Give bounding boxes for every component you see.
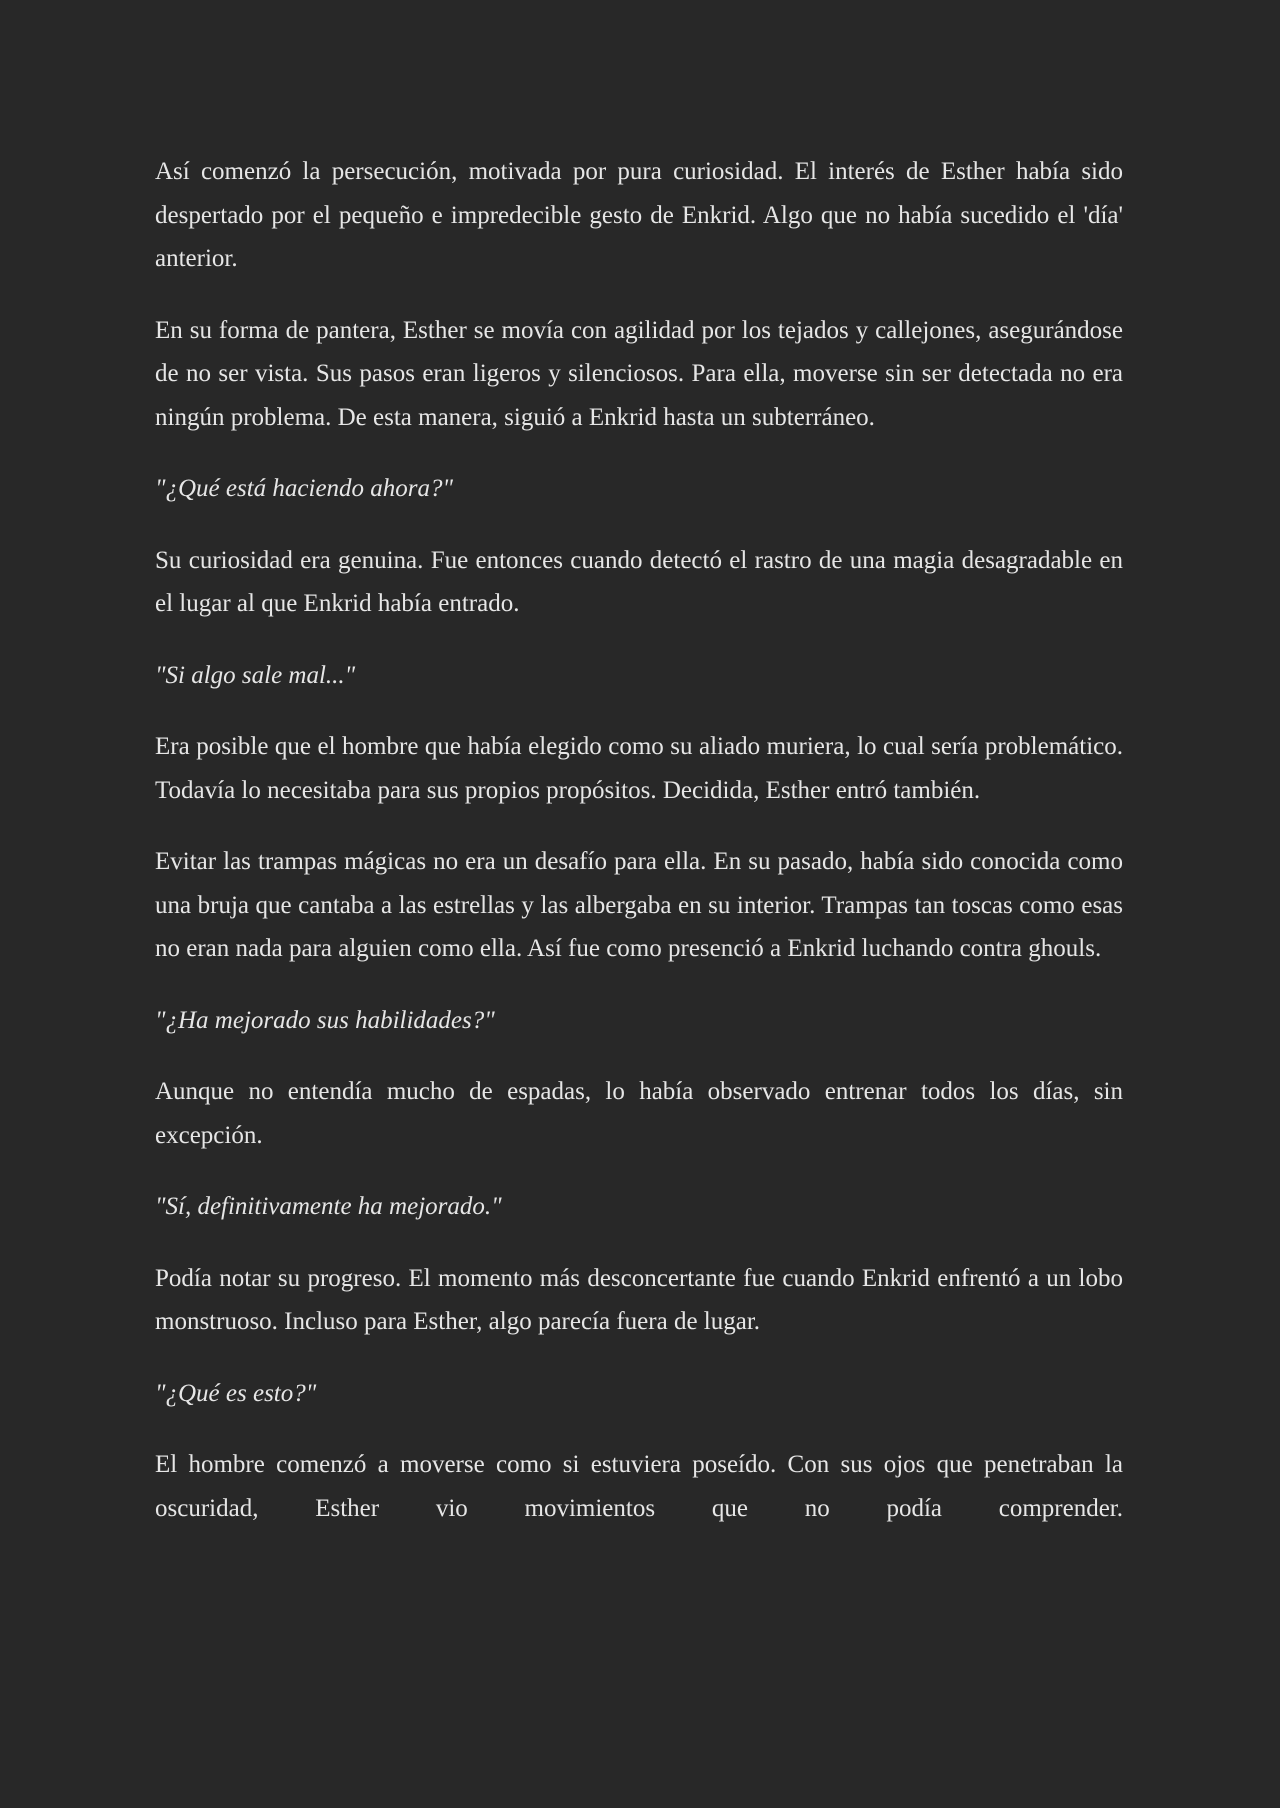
inner-thought: "¿Qué es esto?" [155, 1379, 317, 1407]
inner-thought: "¿Qué está haciendo ahora?" [155, 475, 454, 502]
inner-thought: "Si algo sale mal..." [155, 661, 356, 689]
paragraph: El hombre comenzó a moverse como si estuviera poseído. Con sus ojos que penetraban la oscuridad, Esther vio movimientos que no podía comprender. [155, 1451, 1123, 1522]
paragraph: Era posible que el hombre que había elegido como su aliado muriera, lo cual sería problemático. Todavía lo necesitaba para sus propios propósitos. Decidida, Esther entró también. [155, 733, 1123, 804]
inner-thought: "Sí, definitivamente ha mejorado." [155, 1193, 502, 1220]
inner-thought: "¿Ha mejorado sus habilidades?" [155, 1006, 495, 1034]
paragraph: Evitar las trampas mágicas no era un desafío para ella. En su pasado, había sido conocida como una bruja que cantaba a las estrellas y las albergaba en su interior. Trampas tan toscas como esas no eran nada para alguien como ella. Así fue como presenció a Enkrid luchando contra ghouls. [155, 848, 1123, 962]
chapter-text [155, 150, 1123, 1530]
paragraph: Aunque no entendía mucho de espadas, lo había observado entrenar todos los días, sin excepción. [155, 1078, 1123, 1149]
paragraph: En su forma de pantera, Esther se movía con agilidad por los tejados y callejones, asegurándose de no ser vista. Sus pasos eran ligeros y silenciosos. Para ella, moverse sin ser detectada no era ningún problema. De esta manera, siguió a Enkrid hasta un subterráneo. [155, 316, 1123, 431]
paragraph: Así comenzó la persecución, motivada por pura curiosidad. El interés de Esther había sido despertado por el pequeño e impredecible gesto de Enkrid. Algo que no había sucedido el 'día' anterior. [155, 158, 1123, 272]
paragraph: Podía notar su progreso. El momento más desconcertante fue cuando Enkrid enfrentó a un lobo monstruoso. Incluso para Esther, algo parecía fuera de lugar. [155, 1264, 1123, 1335]
paragraph: Su curiosidad era genuina. Fue entonces cuando detectó el rastro de una magia desagradable en el lugar al que Enkrid había entrado. [155, 546, 1123, 617]
